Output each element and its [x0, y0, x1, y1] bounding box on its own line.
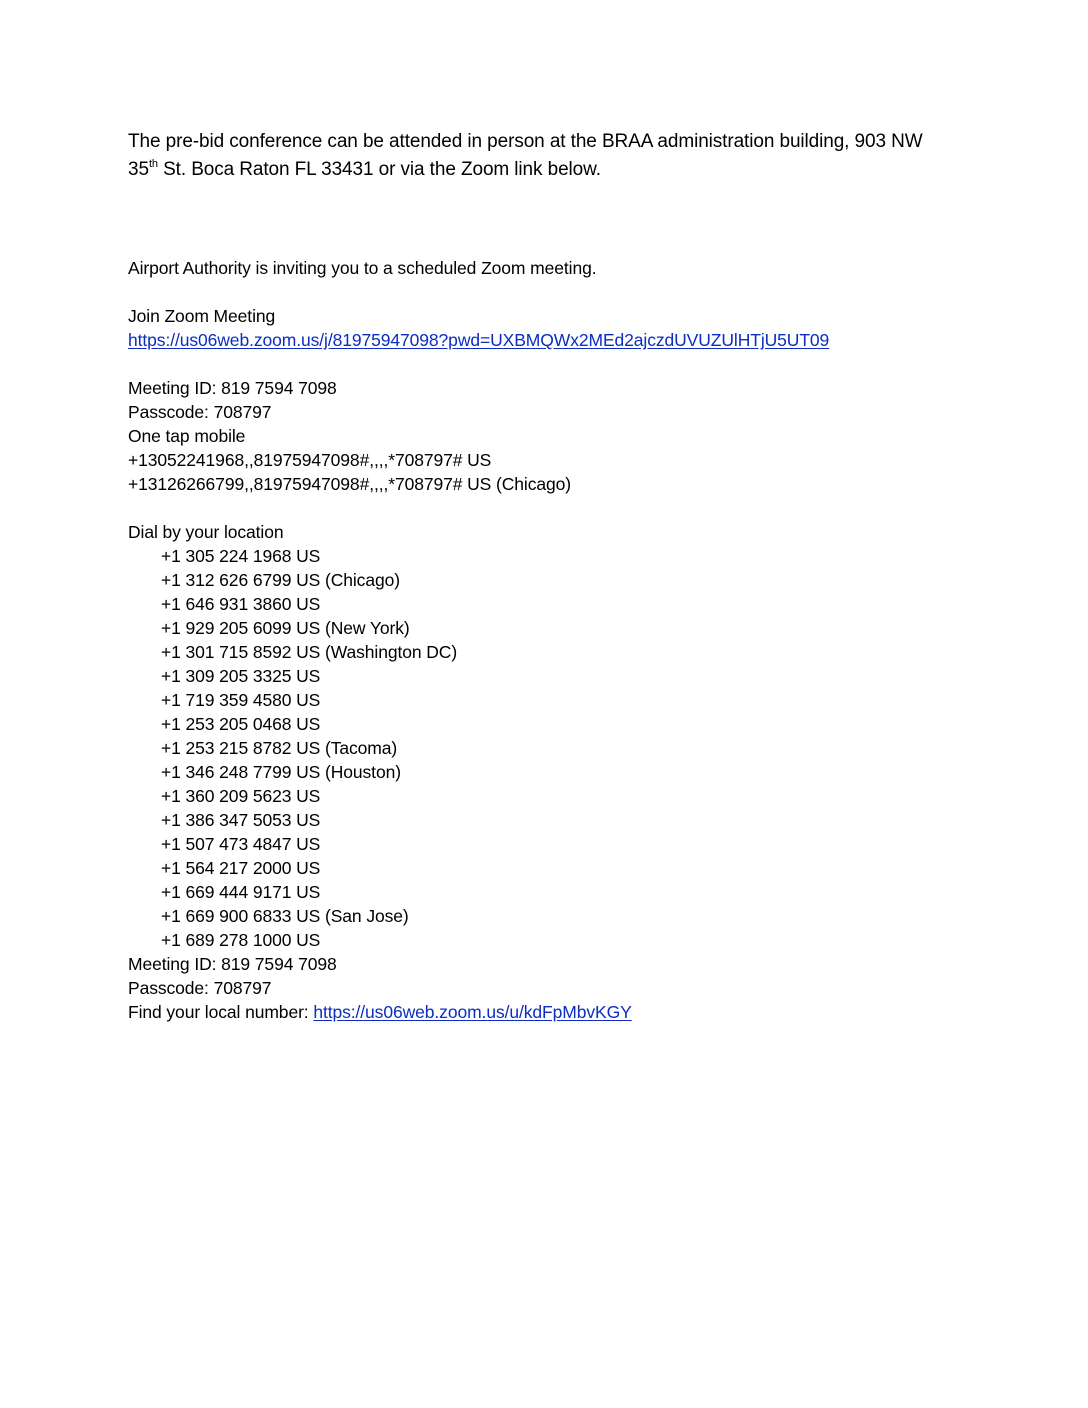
dial-number: +1 253 205 0468 US	[161, 714, 321, 734]
dial-number: +1 719 359 4580 US	[161, 690, 321, 710]
dial-number: +1 301 715 8592 US (Washington DC)	[161, 642, 458, 662]
meeting-passcode: Passcode: 708797	[128, 402, 272, 422]
footer-passcode: Passcode: 708797	[128, 978, 272, 998]
dial-number: +1 386 347 5053 US	[161, 810, 321, 830]
document-content	[128, 128, 1008, 1024]
dial-label: Dial by your location	[128, 522, 284, 542]
find-local-number-line	[128, 1000, 1008, 1024]
intro-ordinal-suffix: th	[148, 157, 158, 170]
dial-number: +1 305 224 1968 US	[161, 546, 321, 566]
dial-number: +1 669 444 9171 US	[161, 882, 321, 902]
find-local-number-label: Find your local number:	[128, 1002, 314, 1022]
dial-number: +1 669 900 6833 US (San Jose)	[161, 906, 409, 926]
join-section	[128, 304, 1008, 352]
dial-number: +1 564 217 2000 US	[161, 858, 321, 878]
join-meeting-link[interactable]: https://us06web.zoom.us/j/81975947098?pwd=UXBMQWx2MEd2ajczdUVUZUlHTjU5UT09	[128, 330, 830, 350]
find-local-number-link[interactable]: https://us06web.zoom.us/u/kdFpMbvKGY	[313, 1002, 632, 1022]
dial-number: +1 346 248 7799 US (Houston)	[161, 762, 401, 782]
invite-section	[128, 256, 1008, 280]
dial-number: +1 929 205 6099 US (New York)	[161, 618, 410, 638]
meeting-id: Meeting ID: 819 7594 7098	[128, 378, 337, 398]
footer-meeting-id: Meeting ID: 819 7594 7098	[128, 954, 337, 974]
intro-paragraph	[128, 128, 1008, 184]
intro-line-1: The pre-bid conference can be attended in person at the BRAA administration building, 903 NW	[128, 131, 923, 152]
join-link-line	[128, 328, 1008, 352]
dial-number: +1 312 626 6799 US (Chicago)	[161, 570, 400, 590]
invite-text: Airport Authority is inviting you to a scheduled Zoom meeting.	[128, 258, 597, 278]
one-tap-number: +13052241968,,81975947098#,,,,*708797# US	[128, 450, 492, 470]
intro-line-2-prefix: 35	[128, 159, 149, 180]
dial-number: +1 309 205 3325 US	[161, 666, 321, 686]
intro-line-2-rest: St. Boca Raton FL 33431 or via the Zoom link below.	[157, 159, 601, 180]
dial-number: +1 646 931 3860 US	[161, 594, 321, 614]
dial-number: +1 507 473 4847 US	[161, 834, 321, 854]
meeting-details-section	[128, 376, 1008, 496]
one-tap-number: +13126266799,,81975947098#,,,,*708797# US (Chicago)	[128, 474, 571, 494]
dial-number: +1 689 278 1000 US	[161, 930, 321, 950]
join-label: Join Zoom Meeting	[128, 306, 276, 326]
one-tap-label: One tap mobile	[128, 426, 246, 446]
dial-section	[128, 520, 1008, 1024]
dial-number: +1 360 209 5623 US	[161, 786, 321, 806]
dial-number: +1 253 215 8782 US (Tacoma)	[161, 738, 398, 758]
